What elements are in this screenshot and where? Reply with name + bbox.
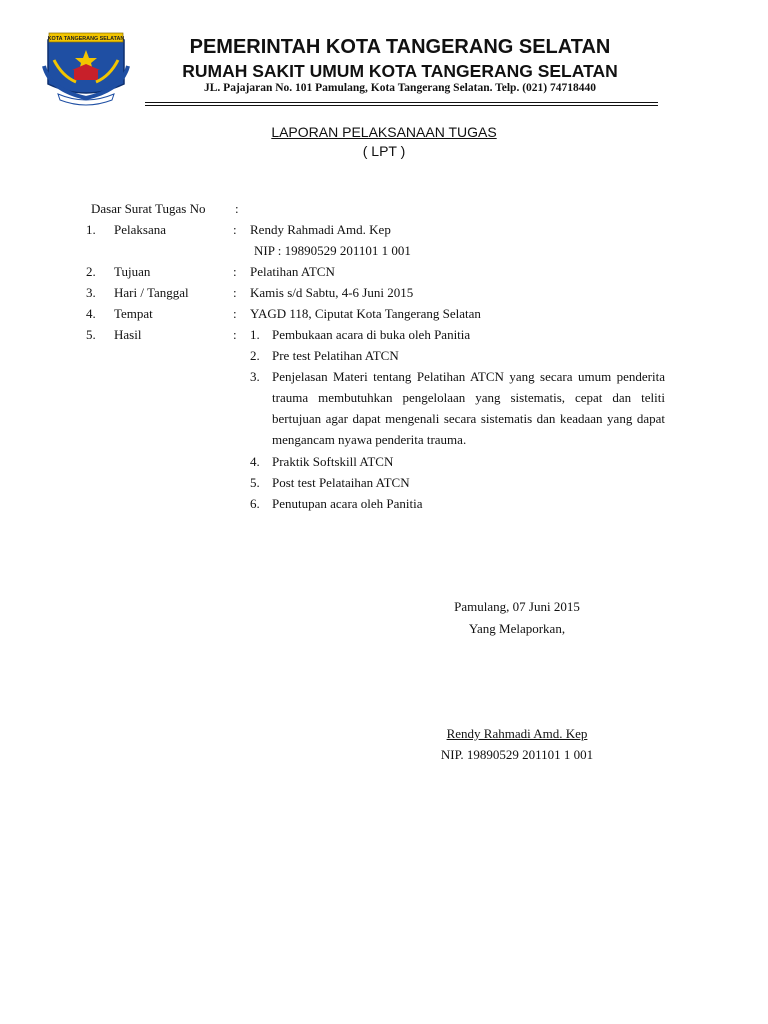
item-number: 4. xyxy=(86,306,96,321)
result-text: Post test Pelataihan ATCN xyxy=(272,475,410,490)
item-colon: : xyxy=(233,306,237,321)
reporter-label: Yang Melaporkan, xyxy=(468,621,566,636)
date-value: Kamis s/d Sabtu, 4-6 Juni 2015 xyxy=(250,285,414,300)
result-text: Pembukaan acara di buka oleh Panitia xyxy=(272,327,471,342)
item-label-hasil: Hasil xyxy=(114,327,142,342)
item-label-tujuan: Tujuan xyxy=(114,264,151,279)
item-number: 3. xyxy=(86,285,96,300)
item-number: 2. xyxy=(86,264,96,279)
executor-name: Rendy Rahmadi Amd. Kep xyxy=(250,222,391,237)
item-number: 1. xyxy=(86,222,96,237)
result-number: 4. xyxy=(250,454,260,469)
signer-name: Rendy Rahmadi Amd. Kep xyxy=(446,726,588,741)
report-title: LAPORAN PELAKSANAAN TUGAS xyxy=(271,124,497,140)
result-number: 5. xyxy=(250,475,260,490)
item-number: 5. xyxy=(86,327,96,342)
item-colon: : xyxy=(233,285,237,300)
item-colon: : xyxy=(233,327,237,342)
hospital-address: JL. Pajajaran No. 101 Pamulang, Kota Tangerang Selatan. Telp. (021) 74718440 xyxy=(204,82,596,94)
result-number: 6. xyxy=(250,496,260,511)
svg-text:KOTA TANGERANG SELATAN: KOTA TANGERANG SELATAN xyxy=(47,36,125,42)
location-value: YAGD 118, Ciputat Kota Tangerang Selatan xyxy=(250,306,481,321)
result-number: 1. xyxy=(250,327,260,342)
result-text: Praktik Softskill ATCN xyxy=(272,454,394,469)
result-number: 2. xyxy=(250,348,260,363)
item-label-hari-tanggal: Hari / Tanggal xyxy=(114,285,189,300)
executor-nip: NIP : 19890529 201101 1 001 xyxy=(254,243,411,258)
purpose-value: Pelatihan ATCN xyxy=(250,264,335,279)
result-text: Pre test Pelatihan ATCN xyxy=(272,348,399,363)
basis-colon: : xyxy=(235,201,239,216)
government-name: PEMERINTAH KOTA TANGERANG SELATAN xyxy=(189,36,611,58)
header-divider-thin xyxy=(145,105,658,106)
report-subtitle: ( LPT ) xyxy=(362,143,406,159)
item-colon: : xyxy=(233,264,237,279)
result-text-paragraph: Penjelasan Materi tentang Pelatihan ATCN yang secara umum penderita trauma membutuhkan pengelolaan yang sistematis, cepat dan teliti bertujuan agar dapat mengenali secara sistematis dan keadaan yang dapat mengancam nyawa penderita trauma. xyxy=(272,369,665,447)
item-label-tempat: Tempat xyxy=(114,306,153,321)
basis-label: Dasar Surat Tugas No xyxy=(91,201,206,216)
place-and-date: Pamulang, 07 Juni 2015 xyxy=(454,599,580,614)
item-label-pelaksana: Pelaksana xyxy=(114,222,166,237)
result-text: Penutupan acara oleh Panitia xyxy=(272,496,423,511)
hospital-name: RUMAH SAKIT UMUM KOTA TANGERANG SELATAN xyxy=(182,61,618,81)
city-emblem-logo xyxy=(40,30,132,108)
item-colon: : xyxy=(233,222,237,237)
header-divider-thick xyxy=(145,102,658,103)
signer-nip: NIP. 19890529 201101 1 001 xyxy=(440,747,594,762)
result-number: 3. xyxy=(250,369,260,384)
